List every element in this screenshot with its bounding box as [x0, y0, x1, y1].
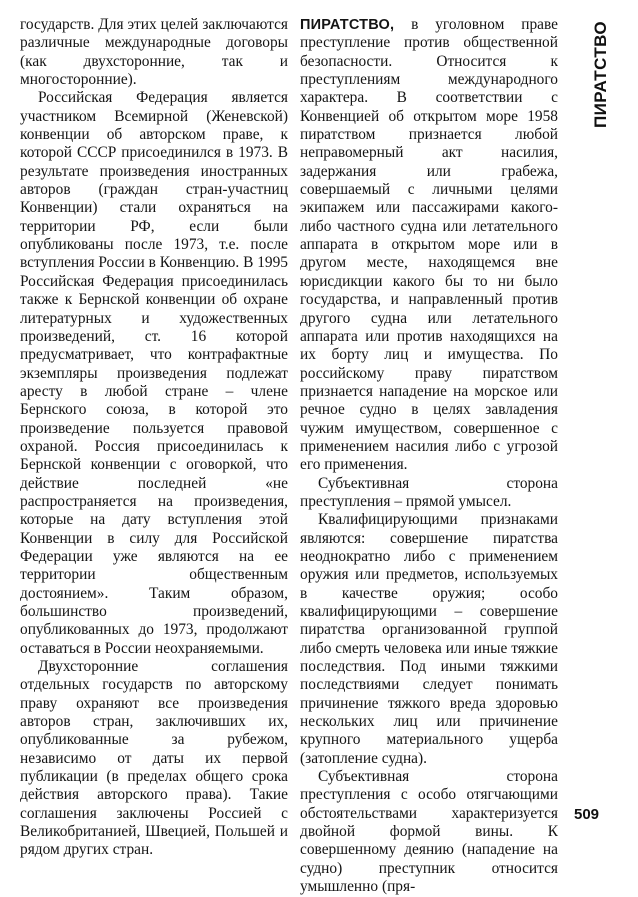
entry-definition-text: в уголовном праве преступление против общественной безопасности. Относится к преступлениям международного характера. В соответствии с Конвенцией об открытом море 1958 пиратством признается любой неправомерный акт насилия, задержания или грабежа, совершаемый с личными целями экипажем или пассажирами какого-либо частного судна или летательного аппарата в открытом море или в другом месте, находящемся вне юрисдикции какого бы то ни было государства, и направленный против другого судна или летательного аппарата или против находящихся на их борту лиц и имущества. По российскому праву пиратством признается нападение на морское или речное судно в целях завладения чужим имуществом, совершенное с применением насилия либо с угрозой его применения.: [300, 16, 558, 474]
paragraph-aggravating-circumstances: Субъективная сторона преступления с особо отягчающими обстоятельствами характеризуется двойной формой вины. К совершенному деянию (нападение на судно) преступник относится умышленно (пря-: [300, 768, 558, 896]
paragraph-bilateral-agreements: Двухсторонние соглашения отдельных государств по авторскому праву охраняют все произведения авторов стран, заключивших их, опубликованные за рубежом, независимо от даты их первой публикации (в пределах общего срока действия авторского права). Такие соглашения заключены Россией с Великобританией, Швецией, Польшей и рядом других стран.: [20, 658, 288, 859]
running-header: [572, 20, 628, 150]
entry-headword: ПИРАТСТВО,: [300, 17, 395, 33]
paragraph-russia-conventions: Российская Федерация является участником Всемирной (Женевской) конвенции об авторском праве, к которой СССР присоединился в 1973. В результате произведения иностранных авторов (граждан стран-участниц Конвенции) стали охраняться на территории РФ, если были опубликованы после 1973, т.е. после вступления России в Конвенцию. В 1995 Российская Федерация присоединилась также к Бернской конвенции об охране литературных и художественных произведений, ст. 16 которой предусматривает, что контрафактные экземпляры произведения подлежат аресту в любой стране – члене Бернского союза, в которой это произведение пользуется правовой охраной. Россия присоединилась к Бернской конвенции с оговоркой, что действие последней «не распространяется на произведения, которые на дату вступления этой Конвенции в силу для Российской Федерации уже являются на ее территории общественным достоянием». Таким образом, большинство произведений, опубликованных до 1973, продолжают оставаться в России неохраняемыми.: [20, 89, 288, 657]
page-number: 509: [574, 806, 600, 823]
running-header-text: ПИРАТСТВО: [591, 20, 610, 128]
paragraph-continuation: государств. Для этих целей заключаются различные международные договоры (как двухсторонние, так и многосторонние).: [20, 16, 288, 89]
paragraph-subjective-side: Субъективная сторона преступления – прямой умысел.: [300, 474, 558, 510]
paragraph-qualifying-features: Квалифицирующими признаками являются: совершение пиратства неоднократно либо с применением оружия или предметов, используемых в качестве оружия; особо квалифицирующими – совершение пиратства организованной группой либо смерть человека или иные тяжкие последствия. Под иными тяжкими последствиями следует понимать причинение тяжкого вреда здоровью нескольких лиц или причинение крупного материального ущерба (затопление судна).: [300, 511, 558, 767]
left-text-column: [20, 16, 288, 860]
entry-piracy-definition: [300, 16, 558, 475]
right-text-column: [300, 16, 558, 897]
